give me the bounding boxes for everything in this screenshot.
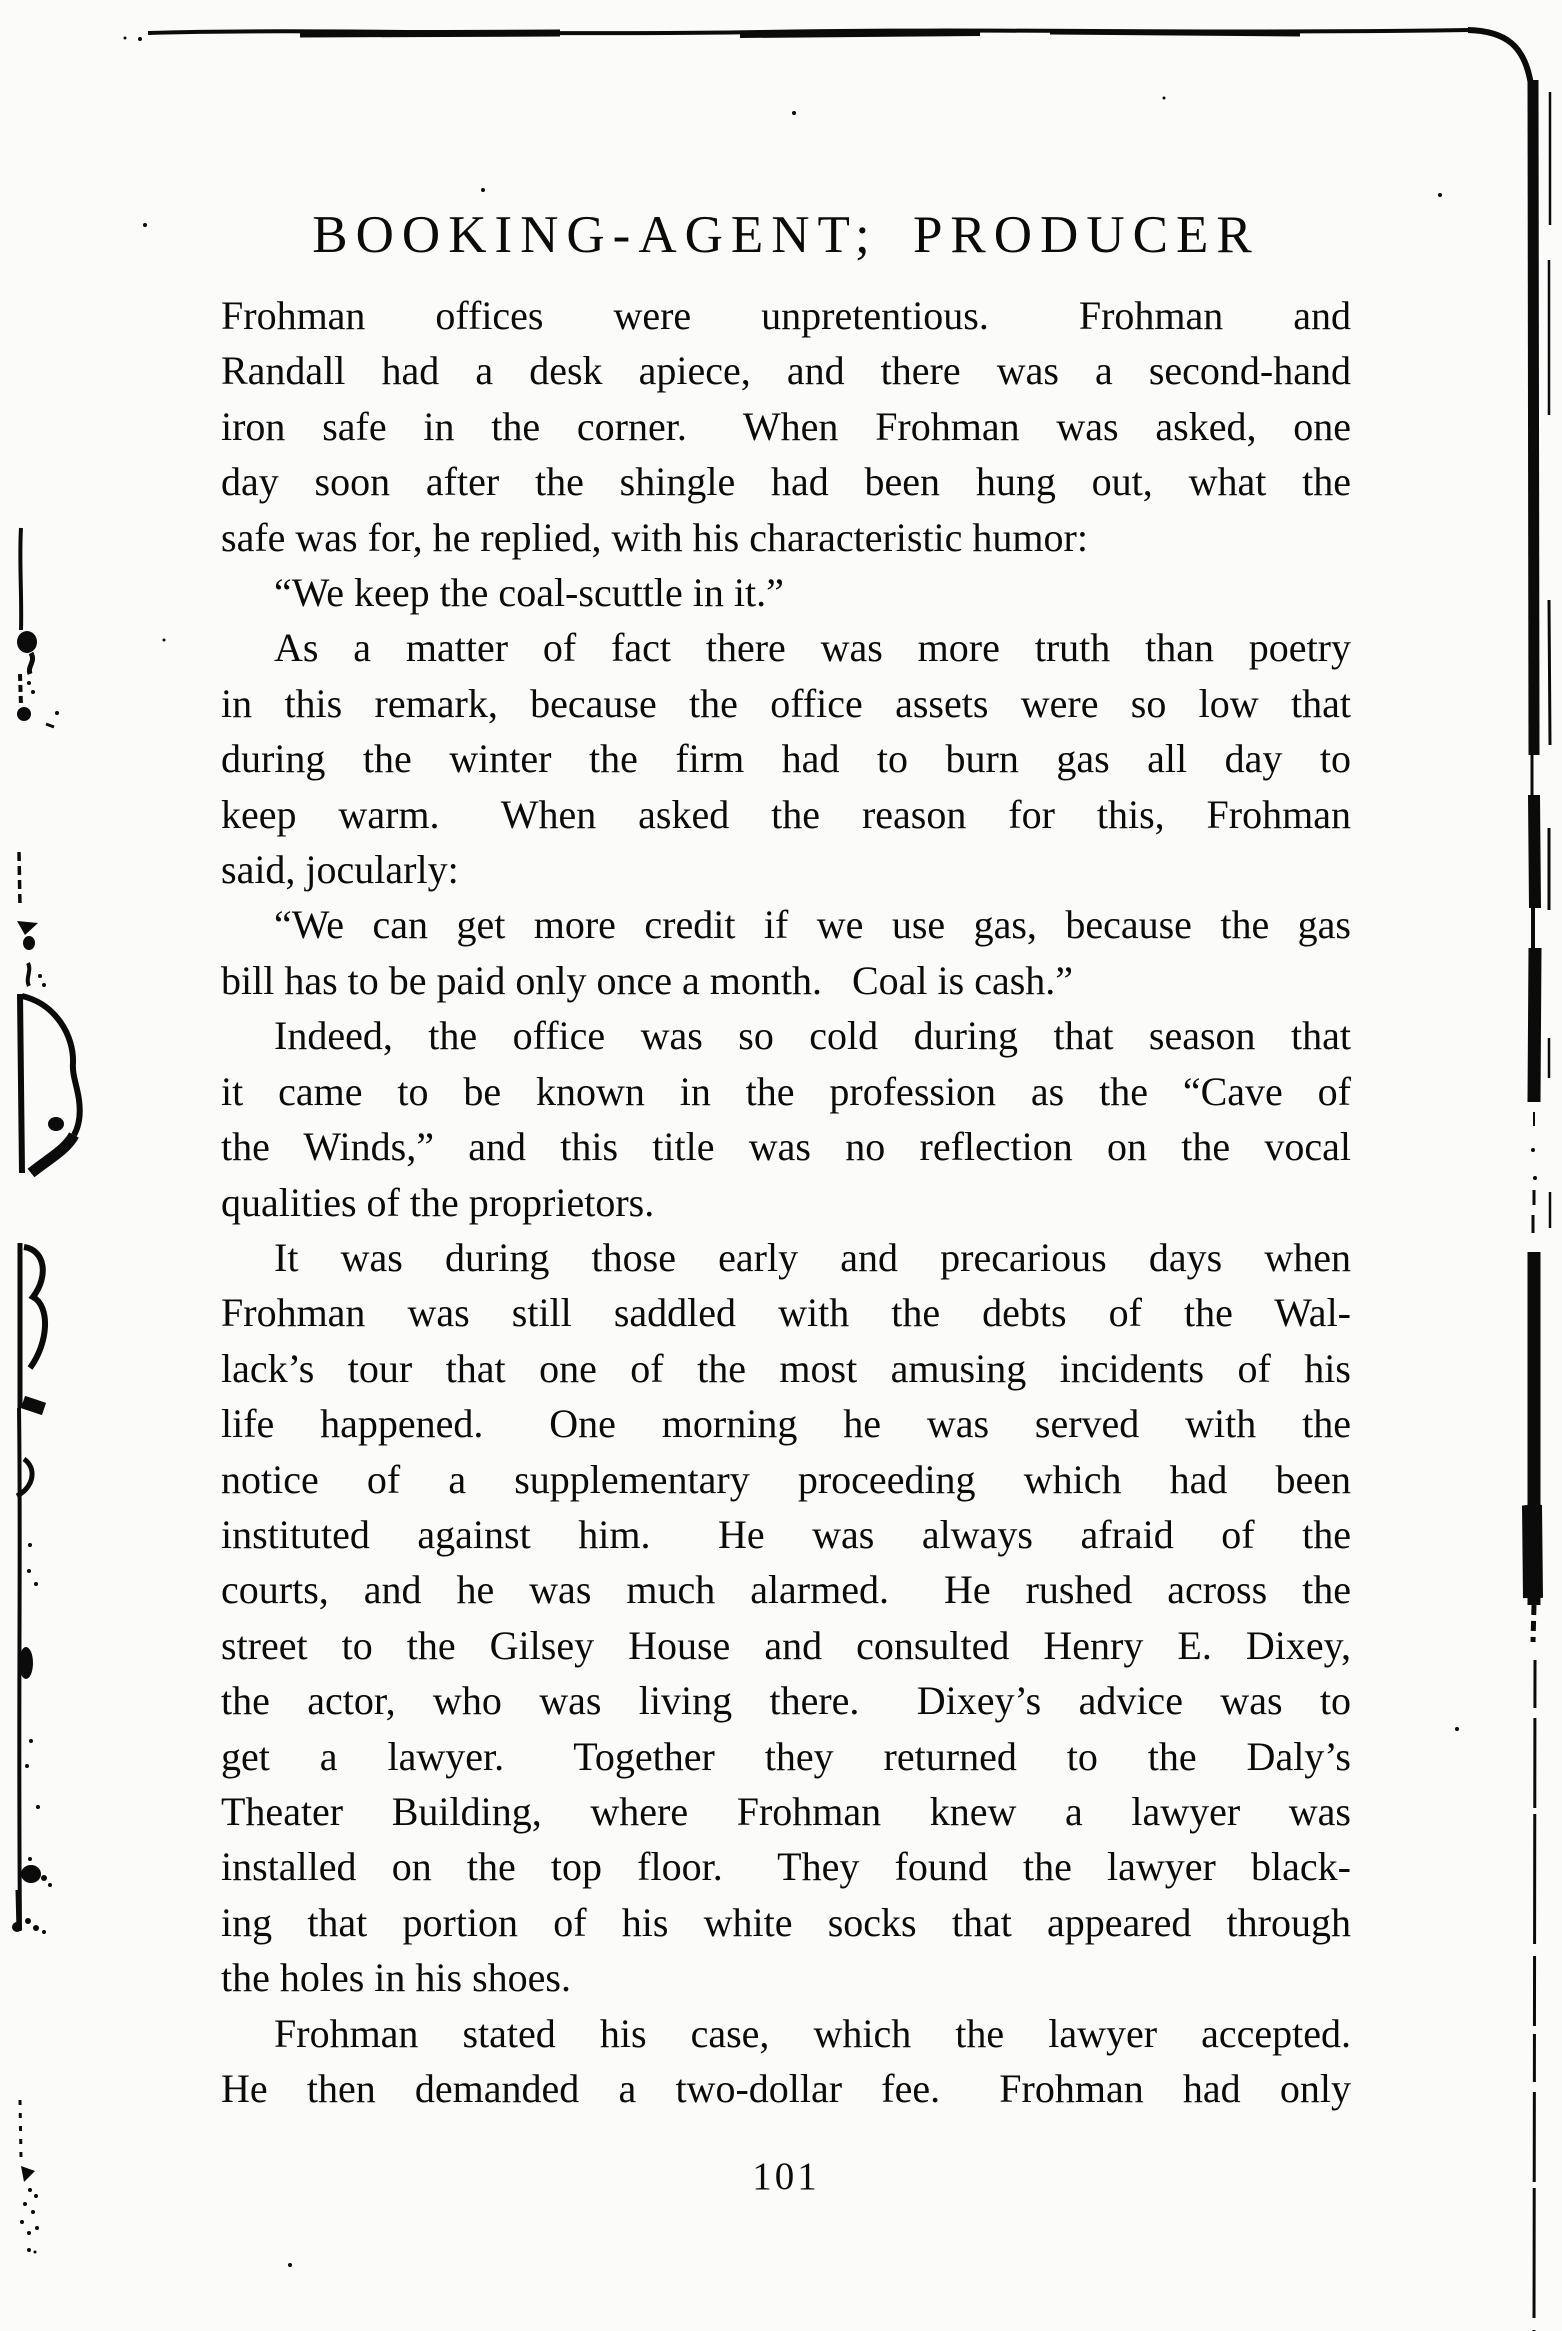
text-line: keep warm. When asked the reason for this, Frohman bbox=[221, 791, 1351, 837]
text-line: courts, and he was much alarmed. He rushed across the bbox=[221, 1567, 1351, 1613]
text-line: He then demanded a two-dollar fee. Frohman had only bbox=[221, 2066, 1351, 2111]
text-line: lack’s tour that one of the most amusing incidents of his bbox=[221, 1345, 1351, 1391]
text-line: life happened. One morning he was served with the bbox=[221, 1401, 1351, 1447]
text-line: Frohman was still saddled with the debts of the Wal- bbox=[221, 1290, 1351, 1336]
text-line: the holes in his shoes. bbox=[221, 1955, 571, 2001]
page-number: 101 bbox=[752, 2155, 820, 2198]
margin-scribble-artifacts bbox=[12, 528, 80, 2254]
text-line: installed on the top floor. They found the lawyer black- bbox=[221, 1844, 1351, 1890]
text-line: Indeed, the office was so cold during that season that bbox=[274, 1013, 1351, 1059]
text-line: in this remark, because the office assets were so low that bbox=[221, 680, 1351, 726]
text-line: the actor, who was living there. Dixey’s advice was to bbox=[221, 1678, 1351, 1724]
text-line: during the winter the firm had to burn gas all day to bbox=[221, 736, 1351, 782]
text-line: Frohman stated his case, which the lawyer accepted. bbox=[274, 2010, 1351, 2056]
page-title: BOOKING-AGENT; PRODUCER bbox=[312, 206, 1260, 264]
text-line: qualities of the proprietors. bbox=[221, 1179, 655, 1225]
text-line: Theater Building, where Frohman knew a lawyer was bbox=[221, 1788, 1351, 1834]
text-line: notice of a supplementary proceeding which had been bbox=[221, 1456, 1351, 1502]
text-line: said, jocularly: bbox=[221, 847, 459, 893]
text-line: safe was for, he replied, with his characteristic humor: bbox=[221, 514, 1088, 560]
text-line: “We can get more credit if we use gas, because the gas bbox=[274, 902, 1351, 948]
text-line: day soon after the shingle had been hung out, what the bbox=[221, 459, 1351, 505]
text-line: It was during those early and precarious days when bbox=[274, 1234, 1351, 1280]
text-line: Frohman offices were unpretentious. Frohman and bbox=[221, 293, 1351, 338]
text-line: Randall had a desk apiece, and there was a second-hand bbox=[221, 348, 1351, 394]
text-line: the Winds,” and this title was no reflection on the vocal bbox=[221, 1124, 1351, 1170]
text-line: As a matter of fact there was more truth than poetry bbox=[274, 625, 1351, 671]
text-line: get a lawyer. Together they returned to the Daly’s bbox=[221, 1733, 1351, 1779]
text-line: “We keep the coal-scuttle in it.” bbox=[274, 570, 784, 616]
text-line: iron safe in the corner. When Frohman was asked, one bbox=[221, 403, 1351, 449]
text-line: it came to be known in the profession as the “Cave of bbox=[221, 1068, 1351, 1114]
text-block bbox=[221, 288, 1351, 2116]
text-line: ing that portion of his white socks that appeared through bbox=[221, 1899, 1351, 1945]
page-top-edge-artifact bbox=[124, 30, 1532, 85]
page-right-edge-artifact bbox=[1531, 80, 1550, 2331]
text-line: instituted against him. He was always afraid of the bbox=[221, 1511, 1351, 1557]
text-line: bill has to be paid only once a month. Coal is cash.” bbox=[221, 957, 1074, 1003]
text-line: street to the Gilsey House and consulted Henry E. Dixey, bbox=[221, 1622, 1351, 1668]
